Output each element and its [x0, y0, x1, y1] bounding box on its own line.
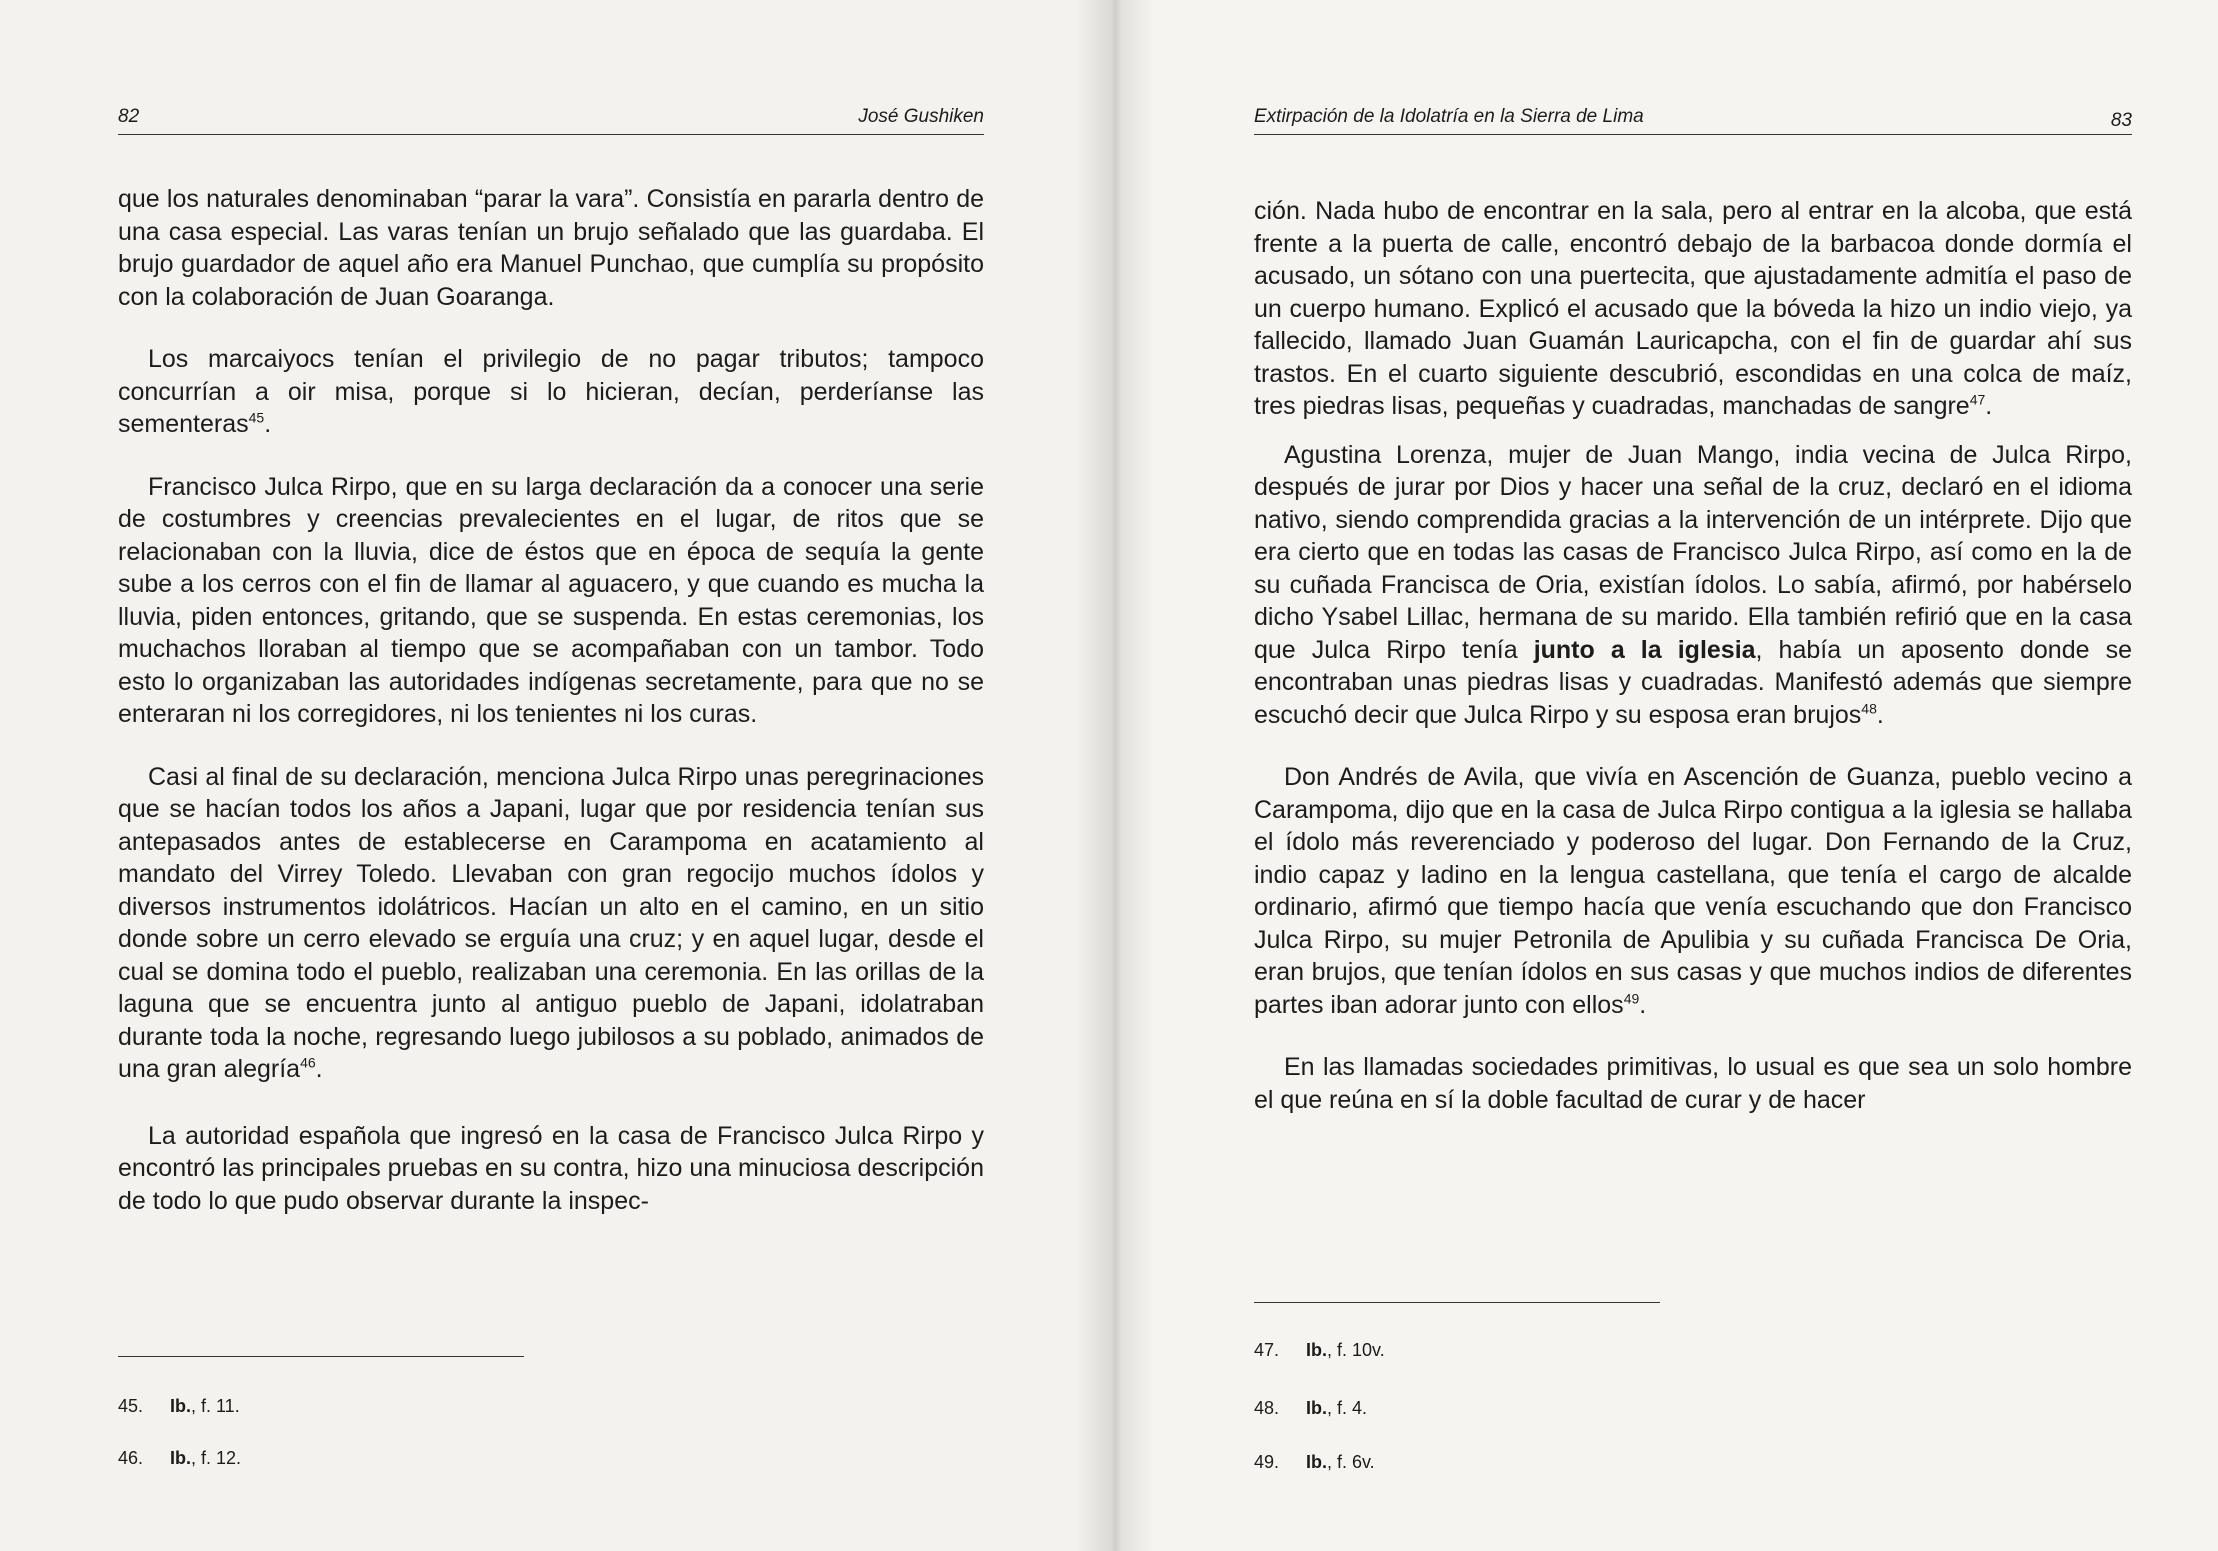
paragraph: La autoridad española que ingresó en la casa de Francisco Julca Rirpo y encontró las principales pruebas en su contra, hizo una minuciosa descripción de todo lo que pudo observar durante la inspec-: [118, 1121, 984, 1215]
left-body-text: [118, 183, 984, 1247]
footnote-ref: 46: [300, 1054, 316, 1071]
footnote: 48. Ib., f. 4.: [1254, 1398, 1368, 1418]
footnote-divider: [1254, 1302, 1660, 1303]
footnote-ref: 48: [1861, 700, 1877, 717]
paragraph: Don Andrés de Avila, que vivía en Ascención de Guanza, pueblo vecino a Carampoma, dijo que en la casa de Julca Rirpo contigua a la iglesia se hallaba el ídolo más reverenciado y poderoso del lugar. Don Fernando de la Cruz, indio capaz y ladino en la lengua castellana, que tenía el cargo de alcalde ordinario, afirmó que tiempo hacía que venía escuchando que don Francisco Julca Rirpo, su mujer Petronila de Apulibia y su cuñada Francisca De Oria, eran brujos, que tenían ídolos en sus casas y que muchos indios de diferentes partes iban adorar junto con ellos$^{49}$.: [1254, 763, 2132, 1019]
footnote-divider: [118, 1356, 524, 1357]
right-page-header: [1254, 100, 2132, 135]
running-head: José Gushiken: [858, 106, 984, 127]
footnote: 47. Ib., f. 10v.: [1254, 1340, 1385, 1360]
emphasis: junto a la iglesia: [1533, 635, 1756, 664]
footnote: 46. Ib., f. 12.: [118, 1448, 242, 1468]
paragraph: Los marcaiyocs tenían el privilegio de no pagar tributos; tampoco concurrían a oir misa, porque si lo hicieran, decían, perderíanse las sementeras$^{45}$.: [118, 345, 984, 438]
paragraph: En las llamadas sociedades primitivas, lo usual es que sea un solo hombre el que reúna en sí la doble facultad de curar y de hacer: [1254, 1053, 2132, 1114]
footnote-ref: 45: [248, 409, 265, 426]
paragraph: que los naturales denominaban “parar la vara”. Consistía en pararla dentro de una casa especial. Las varas tenían un brujo señalado que las guardaba. El brujo guardador de aquel año era Manuel Punchao, que cumplía su propósito con la colaboración de Juan Goaranga.: [118, 185, 984, 311]
footnote: 49. Ib., f. 6v.: [1254, 1452, 1375, 1472]
page-number: 82: [118, 106, 140, 127]
paragraph: Agustina Lorenza, mujer de Juan Mango, india vecina de Julca Rirpo, después de jurar por Dios y hacer una señal de la cruz, declaró en el idioma nativo, siendo comprendida gracias a la intervención de un intérprete. Dijo que era cierto que en todas las casas de Francisco Julca Rirpo, así como en la de su cuñada Francisca de Oria, existían ídolos. Lo sabía, afirmó, por habérselo dicho Ysabel Lillac, hermana de su marido. Ella también refirió que en la casa que Julca Rirpo tenía junto a la iglesia, había un aposento donde se encontraban unas piedras lisas y cuadradas. Manifestó además que siempre escuchó decir que Julca Rirpo y su esposa eran brujos$^{48}$.: [1254, 440, 2132, 729]
paragraph: Francisco Julca Rirpo, que en su larga declaración da a conocer una serie de costumbres y creencias prevalecientes en el lugar, de ritos que se relacionaban con la lluvia, dice de éstos que en época de sequía la gente sube a los cerros con el fin de llamar al aguacero, y que cuando es mucha la lluvia, piden entonces, gritando, que se suspenda. En estas ceremonias, los muchachos lloraban al tiempo que se acompañaban con un tambor. Todo esto lo organizaban las autoridades indígenas secretamente, para que no se enteraran ni los corregidores, ni los tenientes ni los curas.: [118, 472, 984, 728]
footnote-ref: 47: [1969, 391, 1986, 408]
left-page-header: [118, 100, 984, 135]
right-body-text: [1254, 195, 2132, 1146]
page-number: 83: [2110, 110, 2132, 131]
paragraph: ción. Nada hubo de encontrar en la sala, pero al entrar en la alcoba, que está frente a la puerta de calle, encontró debajo de la barbacoa donde dormía el acusado, un sótano con una puertecita, que ajustadamente admitía el paso de un cuerpo humano. Explicó el acusado que la bóveda la hizo un indio viejo, ya fallecido, llamado Juan Guamán Lauricapcha, con el fin de guardar ahí sus trastos. En el cuarto siguiente descubrió, escondidas en una colca de maíz, tres piedras lisas, pequeñas y cuadradas, manchadas de sangre$^{47}$.: [1254, 197, 2132, 420]
footnote-ref: 49: [1623, 990, 1640, 1007]
running-head: Extirpación de la Idolatría en la Sierra de Lima: [1254, 106, 1644, 127]
footnote: 45. Ib., f. 11.: [118, 1396, 240, 1416]
right-page: [1112, 0, 2218, 1551]
paragraph: Casi al final de su declaración, menciona Julca Rirpo unas peregrinaciones que se hacían todos los años a Japani, lugar que por residencia tenían sus antepasados antes de establecerse en Carampoma en acatamiento al mandato del Virrey Toledo. Llevaban con gran regocijo muchos ídolos y diversos instrumentos idolátricos. Hacían un alto en el camino, en un sitio donde sobre un cerro elevado se erguía una cruz; y en aquel lugar, desde el cual se domina todo el pueblo, realizaban una ceremonia. En las orillas de la laguna que se encuentra junto al antiguo pueblo de Japani, idolatraban durante toda la noche, regresando luego jubilosos a su poblado, animados de una gran alegría$^{46}$.: [118, 762, 984, 1083]
